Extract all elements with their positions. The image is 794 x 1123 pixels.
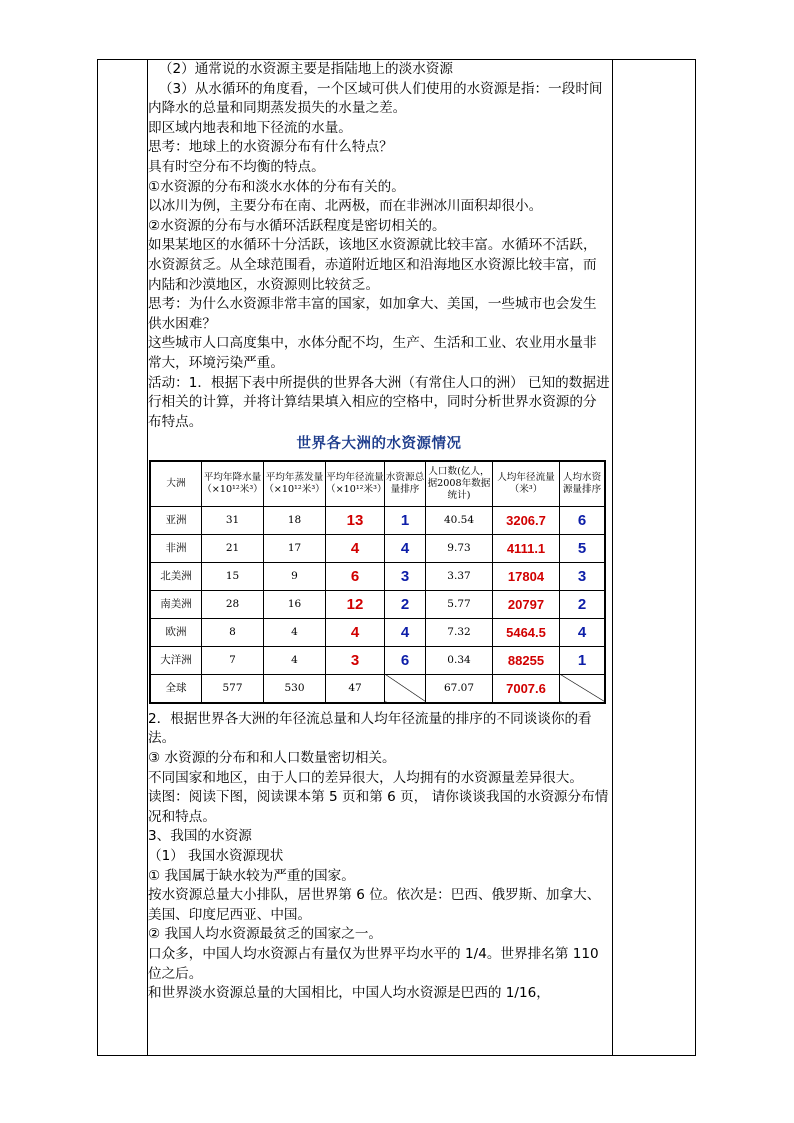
cell-pc-rank: 6 [560, 506, 606, 534]
cell-runoff: 13 [326, 506, 385, 534]
cell-per-capita: 20797 [493, 590, 560, 618]
table-header-row [150, 461, 605, 507]
cell-pop: 0.34 [426, 646, 493, 674]
header-cell: 人口数(亿人，据2008年数据统计) [426, 461, 493, 507]
cell-pc-rank: 5 [560, 534, 606, 562]
para-9: 如果某地区的水循环十分活跃，该地区水资源就比较丰富。水循环不活跃，水资源贫乏。从全球范围看，赤道附近地区和沿海地区水资源比较丰富，而内陆和沙漠地区，水资源则比较贫乏。 [148, 237, 597, 293]
para-4: 思考：地球上的水资源分布有什么特点？ [148, 139, 393, 156]
cell-precip: 28 [202, 590, 264, 618]
cell-pop: 3.37 [426, 562, 493, 590]
water-resources-table [149, 460, 606, 704]
cell-continent: 大洋洲 [150, 646, 202, 674]
cell-precip: 31 [202, 506, 264, 534]
header-cell: 大洲 [150, 461, 202, 507]
para-20: 按水资源总量大小排队，居世界第 6 位。依次是：巴西、俄罗斯、加拿大、美国、印度尼西亚、中国。 [148, 887, 601, 923]
cell-rank: 4 [385, 618, 426, 646]
cell-per-capita: 17804 [493, 562, 560, 590]
table-row-north-america [150, 562, 605, 590]
para-15: 不同国家和地区，由于人口的差异很大，人均拥有的水资源量差异很大。 [148, 769, 583, 786]
cell-evap: 530 [264, 674, 326, 703]
cell-pop: 67.07 [426, 674, 493, 703]
cell-evap: 4 [264, 618, 326, 646]
cell-pc-rank: 2 [560, 590, 606, 618]
para-14: ③ 水资源的分布和和人口数量密切相关。 [148, 750, 396, 767]
frame-line-right [695, 59, 696, 1056]
cell-continent: 非洲 [150, 534, 202, 562]
cell-empty-diagonal [385, 674, 426, 703]
cell-per-capita: 4111.1 [493, 534, 560, 562]
cell-pop: 5.77 [426, 590, 493, 618]
cell-precip: 577 [202, 674, 264, 703]
cell-runoff: 47 [326, 674, 385, 703]
cell-runoff: 4 [326, 618, 385, 646]
cell-pop: 7.32 [426, 618, 493, 646]
header-cell: 人均年径流量（米³） [493, 461, 560, 507]
para-19: ① 我国属于缺水较为严重的国家。 [148, 867, 355, 884]
cell-runoff: 4 [326, 534, 385, 562]
cell-rank: 6 [385, 646, 426, 674]
para-10: 思考：为什么水资源非常丰富的国家，如加拿大、美国，一些城市也会发生供水困难？ [148, 296, 597, 332]
cell-runoff: 12 [326, 590, 385, 618]
cell-per-capita: 3206.7 [493, 506, 560, 534]
table-row-oceania [150, 646, 605, 674]
para-22: 口众多，中国人均水资源占有量仅为世界平均水平的 1/4。世界排名第 110 位之后。 [148, 946, 599, 982]
table-row-asia [150, 506, 605, 534]
para-18: （1） 我国水资源现状 [148, 848, 284, 865]
cell-runoff: 3 [326, 646, 385, 674]
cell-evap: 4 [264, 646, 326, 674]
cell-evap: 16 [264, 590, 326, 618]
cell-evap: 17 [264, 534, 326, 562]
cell-pc-rank: 4 [560, 618, 606, 646]
cell-precip: 7 [202, 646, 264, 674]
cell-pc-rank: 3 [560, 562, 606, 590]
para-21: ② 我国人均水资源最贫乏的国家之一。 [148, 926, 383, 943]
cell-empty-diagonal [560, 674, 606, 703]
cell-evap: 9 [264, 562, 326, 590]
cell-per-capita: 7007.6 [493, 674, 560, 703]
para-11: 这些城市人口高度集中，水体分配不均，生产、生活和工业、农业用水量非常大，环境污染严重。 [148, 335, 597, 371]
cell-continent: 全球 [150, 674, 202, 703]
cell-precip: 21 [202, 534, 264, 562]
table-row-south-america [150, 590, 605, 618]
cell-pop: 9.73 [426, 534, 493, 562]
cell-precip: 8 [202, 618, 264, 646]
para-5: 具有时空分布不均衡的特点。 [148, 158, 325, 175]
cell-per-capita: 88255 [493, 646, 560, 674]
para-17: 3、我国的水资源 [148, 828, 252, 845]
para-16: 读图：阅读下图，阅读课本第 5 页和第 6 页， 请你谈谈我国的水资源分布情况和特点。 [148, 789, 609, 825]
cell-rank: 2 [385, 590, 426, 618]
cell-continent: 南美洲 [150, 590, 202, 618]
cell-continent: 亚洲 [150, 506, 202, 534]
para-8: ②水资源的分布与水循环活跃程度是密切相关的。 [148, 217, 446, 234]
header-cell: 平均年径流量（×10¹²米³） [326, 461, 385, 507]
cell-per-capita: 5464.5 [493, 618, 560, 646]
cell-continent: 北美洲 [150, 562, 202, 590]
para-12: 活动：1．根据下表中所提供的世界各大洲（有常住人口的洲） 已知的数据进行相关的计算，并将计算结果填入相应的空格中，同时分析世界水资源的分布特点。 [148, 374, 610, 430]
para-3: 即区域内地表和地下径流的水量。 [148, 119, 352, 136]
cell-pc-rank: 1 [560, 646, 606, 674]
table-title: 世界各大洲的水资源情况 [296, 435, 462, 453]
cell-continent: 欧洲 [150, 618, 202, 646]
para-23: 和世界淡水资源总量的大国相比，中国人均水资源是巴西的 1/16， [148, 985, 550, 1002]
cell-rank: 3 [385, 562, 426, 590]
table-row-global [150, 674, 605, 703]
header-cell: 人均水资源量排序 [560, 461, 606, 507]
frame-line-bottom [97, 1055, 696, 1056]
cell-runoff: 6 [326, 562, 385, 590]
para-7: 以冰川为例，主要分布在南、北两极，而在非洲冰川面积却很小。 [148, 198, 543, 215]
cell-evap: 18 [264, 506, 326, 534]
para-2: （3）从水循环的角度看，一个区域可供人们使用的水资源是指：一段时间内降水的总量和同期蒸发损失的水量之差。 [148, 80, 603, 117]
cell-pop: 40.54 [426, 506, 493, 534]
frame-line-left [97, 59, 98, 1056]
header-cell: 水资源总量排序 [385, 461, 426, 507]
frame-line-inner-right [612, 59, 613, 1056]
header-cell: 平均年降水量（×10¹²米³） [202, 461, 264, 507]
table-row-europe [150, 618, 605, 646]
cell-precip: 15 [202, 562, 264, 590]
header-cell: 平均年蒸发量（×10¹²米³） [264, 461, 326, 507]
cell-rank: 4 [385, 534, 426, 562]
lesson-content [148, 60, 610, 1004]
cell-rank: 1 [385, 506, 426, 534]
para-13: 2．根据世界各大洲的年径流总量和人均年径流量的排序的不同谈谈你的看法。 [148, 710, 592, 747]
para-6: ①水资源的分布和淡水水体的分布有关的。 [148, 178, 405, 195]
para-1: （2）通常说的水资源主要是指陆地上的淡水资源 [158, 61, 453, 77]
table-row-africa [150, 534, 605, 562]
